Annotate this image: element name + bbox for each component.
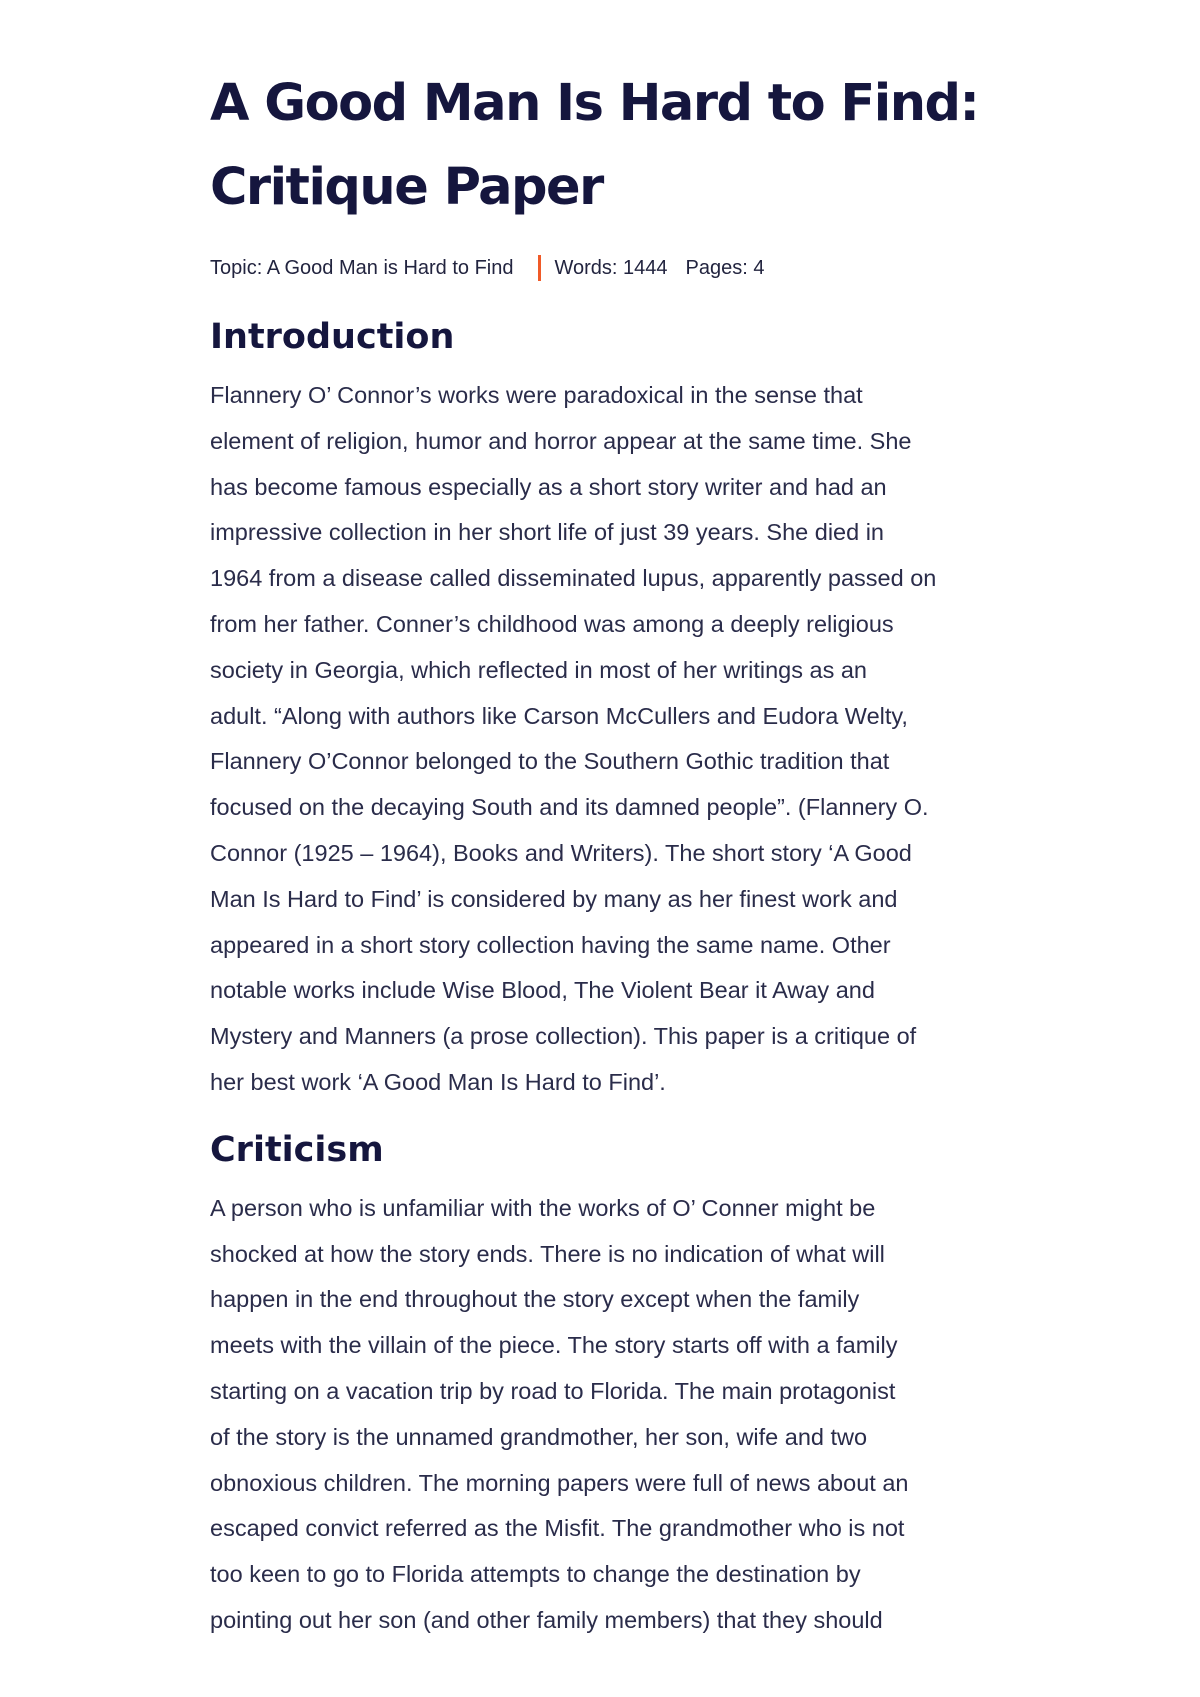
text-line: of the story is the unnamed grandmother, her son, wife and two: [210, 1423, 868, 1450]
text-line: notable works include Wise Blood, The Violent Bear it Away and: [210, 977, 875, 1004]
text-line: starting on a vacation trip by road to Florida. The main protagonist: [210, 1377, 896, 1404]
text-line: appeared in a short story collection having the same name. Other: [210, 931, 891, 958]
text-line: adult. “Along with authors like Carson McCullers and Eudora Welty,: [210, 702, 908, 729]
text-line: Flannery O’ Connor’s works were paradoxical in the sense that: [210, 382, 863, 408]
text-line: meets with the villain of the piece. The story starts off with a family: [210, 1332, 898, 1359]
text-line: shocked at how the story ends. There is no indication of what will: [210, 1240, 885, 1267]
section-heading-introduction: Introduction: [210, 317, 455, 357]
section-body-introduction: [210, 373, 1000, 1106]
text-line: Flannery O’Connor belonged to the Southern Gothic tradition that: [210, 748, 890, 775]
section-heading-criticism: Criticism: [210, 1129, 384, 1170]
text-line: Mystery and Manners (a prose collection). This paper is a critique of: [210, 1023, 917, 1050]
text-line: society in Georgia, which reflected in most of her writings as an: [210, 656, 867, 683]
text-line: happen in the end throughout the story except when the family: [210, 1286, 860, 1313]
text-line: from her father. Conner’s childhood was among a deeply religious: [210, 610, 894, 637]
text-line: A person who is unfamiliar with the works of O’ Conner might be: [210, 1194, 876, 1221]
text-line: pointing out her son (and other family members) that they should: [210, 1606, 883, 1633]
meta-divider: [538, 255, 541, 281]
page-title: [210, 62, 1010, 230]
title-line-2: Critique Paper: [210, 158, 603, 217]
document-meta: [210, 253, 1010, 283]
text-line: focused on the decaying South and its damned people”. (Flannery O.: [210, 794, 929, 821]
text-line: Man Is Hard to Find’ is considered by many as her finest work and: [210, 885, 898, 912]
meta-word-count: Words: 1444: [554, 256, 668, 279]
text-line: element of religion, humor and horror appear at the same time. She: [210, 427, 912, 454]
text-line: too keen to go to Florida attempts to change the destination by: [210, 1561, 861, 1588]
document-page: [210, 62, 1010, 1644]
meta-page-count: Pages: 4: [685, 256, 765, 279]
text-line: escaped convict referred as the Misfit. The grandmother who is not: [210, 1515, 905, 1542]
text-line: her best work ‘A Good Man Is Hard to Find’.: [210, 1068, 666, 1095]
text-line: impressive collection in her short life of just 39 years. She died in: [210, 519, 884, 546]
text-line: obnoxious children. The morning papers were full of news about an: [210, 1469, 909, 1496]
text-line: Connor (1925 – 1964), Books and Writers). The short story ‘A Good: [210, 839, 912, 866]
section-body-criticism: [210, 1186, 1000, 1644]
text-line: has become famous especially as a short story writer and had an: [210, 473, 887, 500]
text-line: 1964 from a disease called disseminated lupus, apparently passed on: [210, 565, 937, 592]
title-line-1: A Good Man Is Hard to Find:: [210, 74, 979, 133]
meta-topic: Topic: A Good Man is Hard to Find: [210, 256, 514, 279]
